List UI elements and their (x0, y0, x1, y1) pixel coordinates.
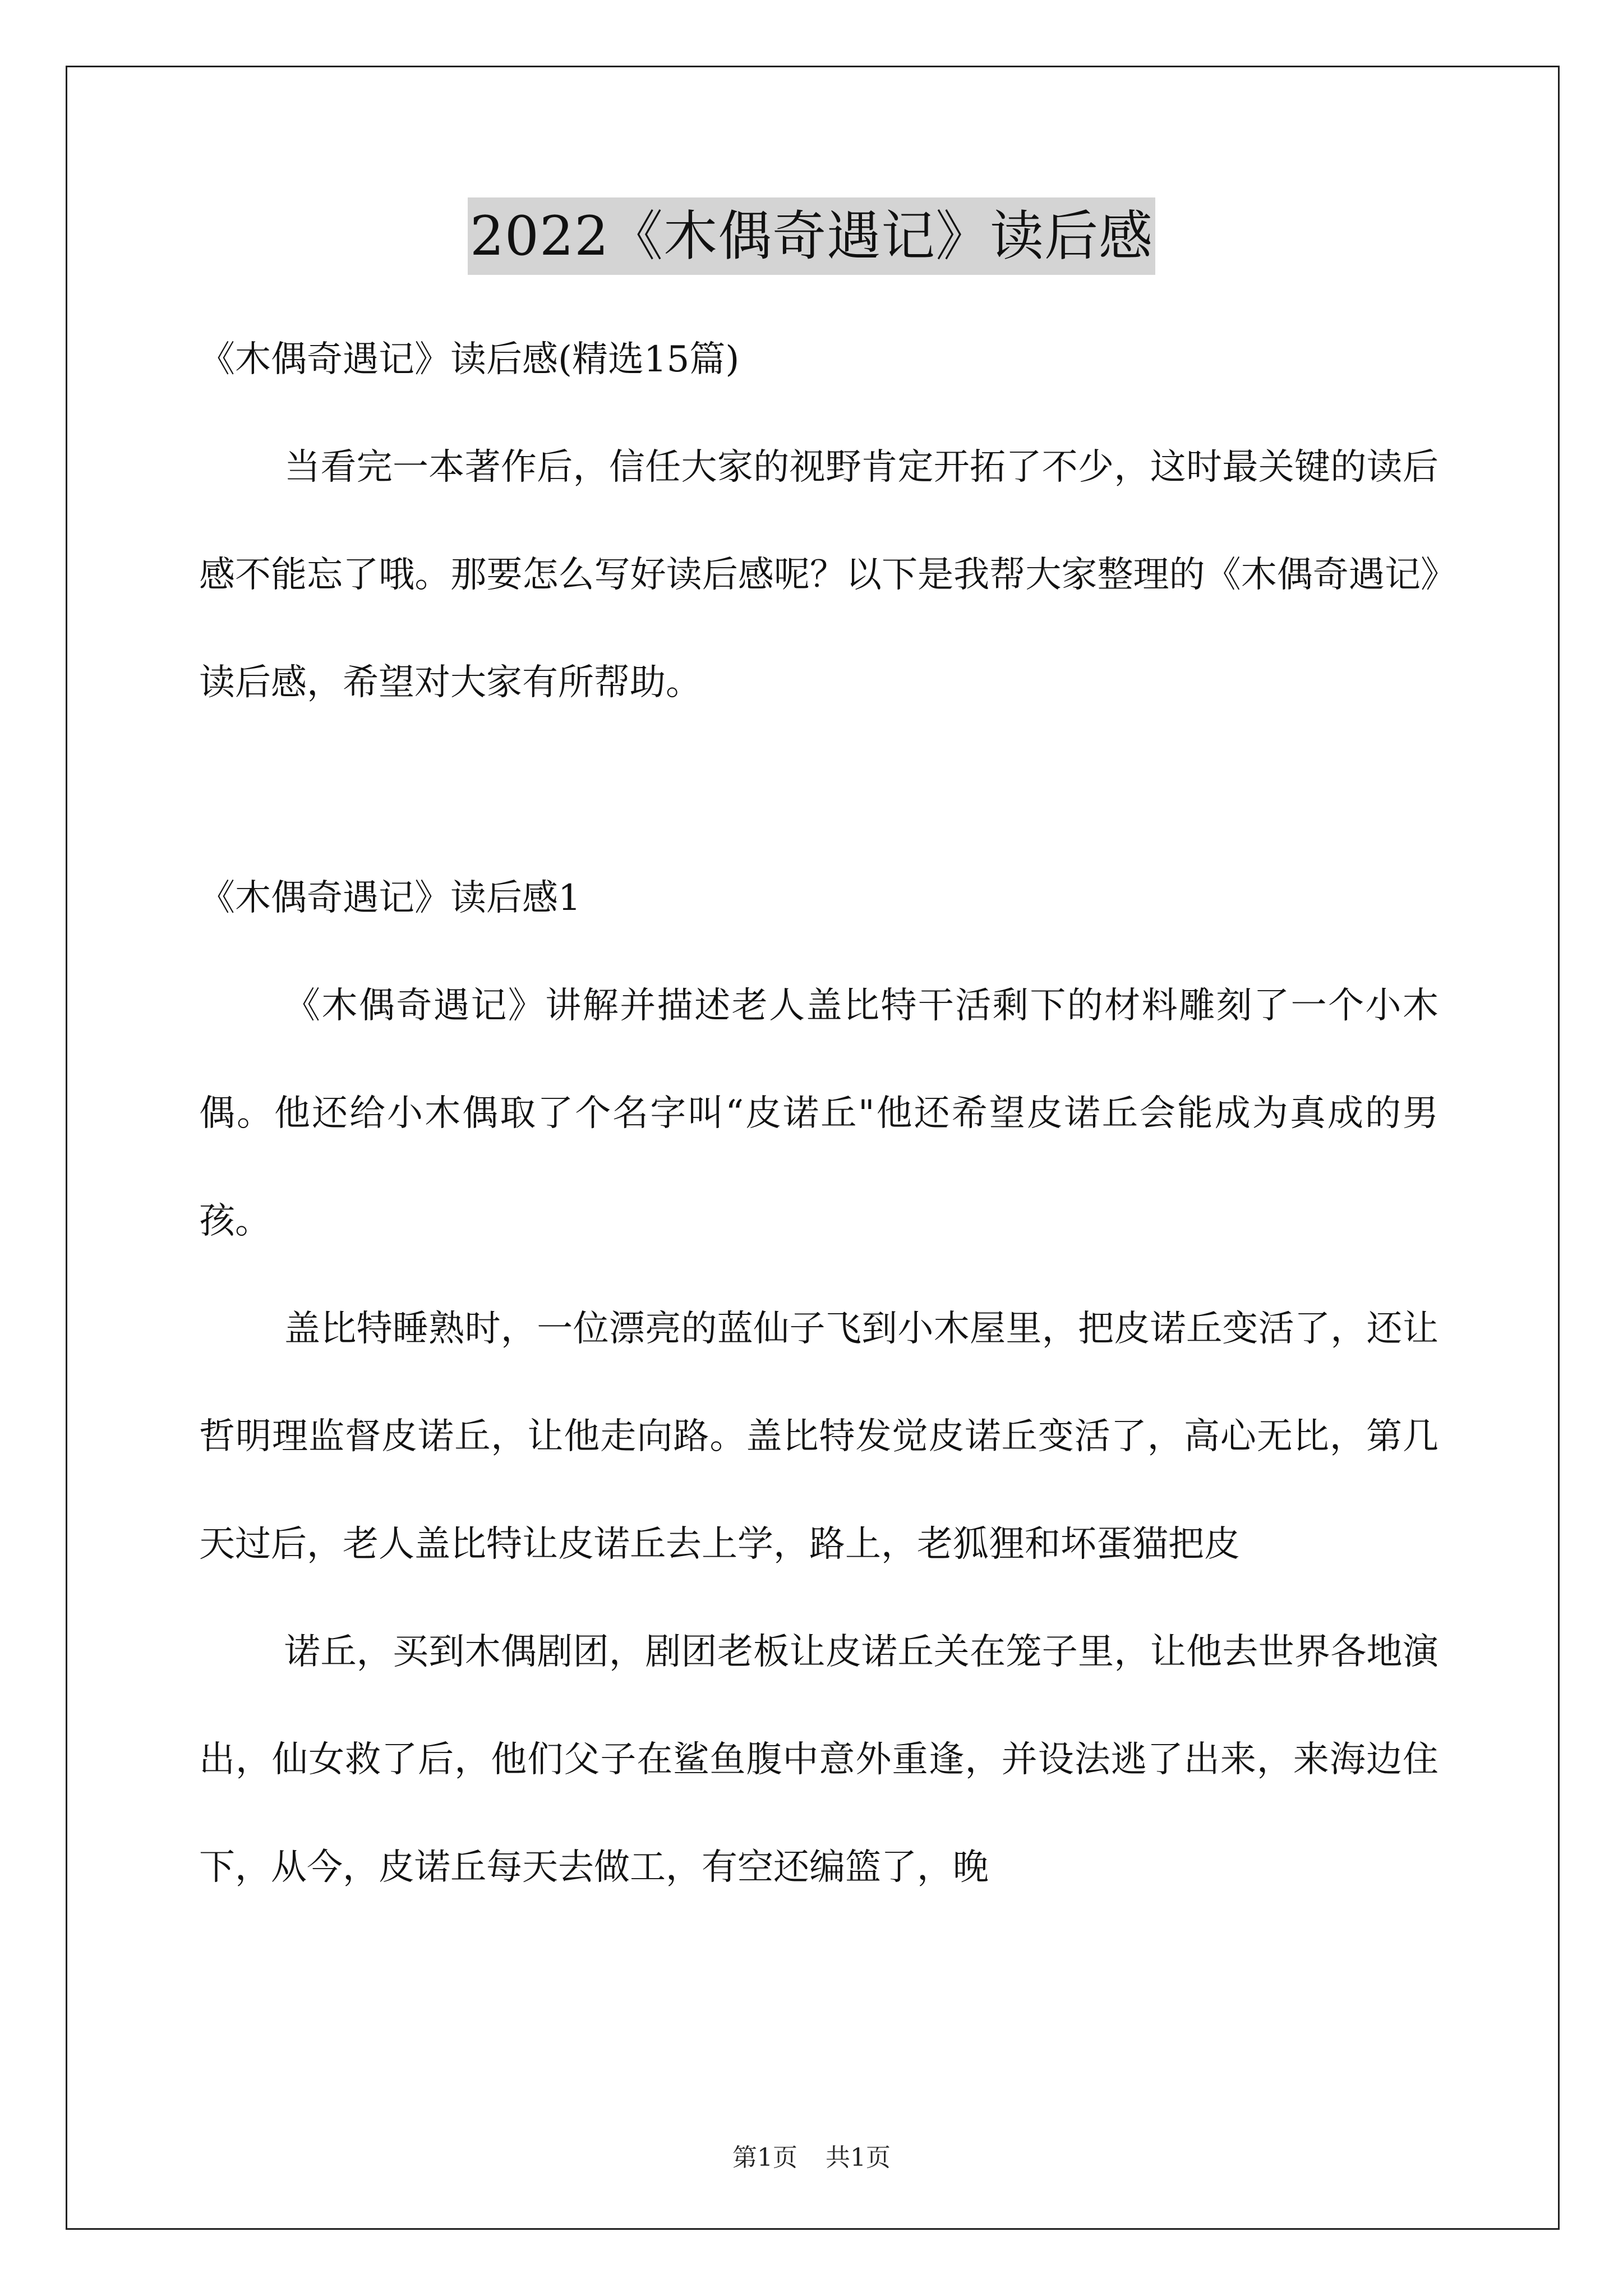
page-footer (0, 2141, 1623, 2175)
document-body (199, 306, 1438, 1921)
page-number: 第1页 (732, 2143, 797, 2172)
document-title: 2022《木偶奇遇记》读后感 (468, 197, 1155, 275)
body-paragraph: 《木偶奇遇记》讲解并描述老人盖比特干活剩下的材料雕刻了一个小木偶。他还给小木偶取了个名字叫“皮诺丘"他还希望皮诺丘会能成为真成的男孩。 (199, 985, 1438, 1242)
body-paragraph: 盖比特睡熟时，一位漂亮的蓝仙子飞到小木屋里，把皮诺丘变活了，还让哲明理监督皮诺丘，让他走向路。盖比特发觉皮诺丘变活了，高心无比，第几天过后，老人盖比特让皮诺丘去上学，路上，老狐狸和坏蛋猫把皮 (199, 1308, 1438, 1565)
intro-paragraph: 当看完一本著作后，信任大家的视野肯定开拓了不少，这时最关键的读后感不能忘了哦。那要怎么写好读后感呢？以下是我帮大家整理的《木偶奇遇记》读后感，希望对大家有所帮助。 (199, 447, 1438, 703)
paragraph-spacer (199, 737, 1438, 844)
body-paragraph: 诺丘，买到木偶剧团，剧团老板让皮诺丘关在笼子里，让他去世界各地演出，仙女救了后，他们父子在鲨鱼腹中意外重逢，并设法逃了出来，来海边住下，从今，皮诺丘每天去做工，有空还编篮了，晚 (199, 1631, 1438, 1888)
document-subtitle: 《木偶奇遇记》读后感(精选15篇) (199, 339, 740, 380)
title-container (0, 197, 1623, 275)
section-heading: 《木偶奇遇记》读后感1 (199, 877, 581, 919)
page-total: 共1页 (826, 2143, 891, 2172)
